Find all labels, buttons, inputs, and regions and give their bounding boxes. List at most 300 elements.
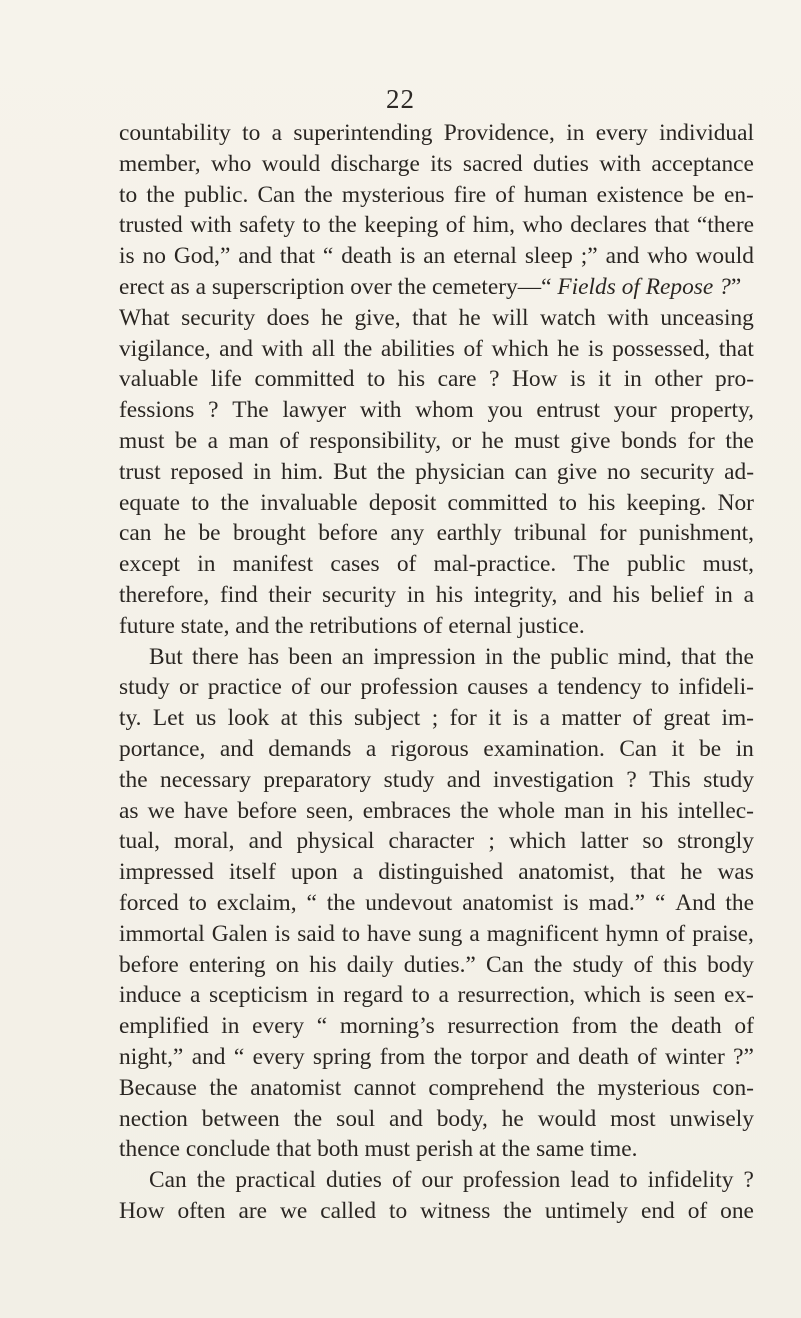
word: who	[211, 150, 252, 177]
word: his	[640, 797, 669, 824]
text-line	[119, 642, 754, 673]
text-line	[119, 426, 754, 457]
word: and	[605, 243, 640, 270]
text-line	[119, 488, 754, 519]
word: as	[119, 797, 139, 824]
word: the	[209, 1074, 238, 1101]
word: induce	[119, 982, 182, 1009]
word: integrity,	[473, 581, 558, 608]
word: body	[707, 951, 754, 978]
word: body,	[436, 1105, 488, 1132]
word: to	[367, 366, 386, 393]
word: deposit	[368, 489, 437, 516]
word: would	[261, 150, 321, 177]
text-line	[119, 703, 754, 734]
word: of	[423, 612, 449, 639]
word: Can	[257, 181, 296, 208]
word: valuable	[119, 366, 199, 393]
word: to	[411, 982, 430, 1009]
word: security	[181, 304, 256, 331]
word: nection	[119, 1105, 188, 1132]
word: punishment,	[638, 520, 754, 547]
text-line	[119, 180, 754, 211]
text-line	[119, 364, 754, 395]
word: the	[725, 643, 754, 670]
word: would	[537, 1105, 597, 1132]
word: mad.”	[588, 889, 646, 916]
text-line	[119, 1134, 754, 1165]
word: give,	[354, 304, 401, 331]
word: called	[320, 1197, 377, 1224]
word: sleep	[524, 243, 573, 270]
text-line	[119, 580, 754, 611]
word: his	[397, 366, 426, 393]
word: the	[503, 1197, 532, 1224]
word: distinguished	[378, 859, 504, 886]
word: in	[316, 982, 335, 1009]
text-line	[119, 334, 754, 365]
word: it	[488, 705, 502, 732]
word: profession	[360, 674, 458, 701]
word: The	[573, 551, 610, 578]
word: who	[522, 212, 563, 239]
text-line	[119, 796, 754, 827]
word: and	[191, 1043, 226, 1070]
word: to	[302, 212, 321, 239]
word: a	[190, 982, 201, 1009]
text-line	[119, 980, 754, 1011]
word: give	[570, 427, 611, 454]
word: have	[184, 797, 229, 824]
text-line	[119, 919, 754, 950]
word: responsibility,	[309, 427, 442, 454]
word: the	[725, 427, 754, 454]
word: rigorous	[390, 735, 469, 762]
word: his	[309, 951, 337, 978]
word: How	[512, 366, 558, 393]
word: “	[654, 889, 666, 916]
word: must	[514, 427, 560, 454]
word: and	[238, 243, 273, 270]
word: every	[595, 120, 648, 146]
word: a	[743, 581, 754, 608]
word: a	[438, 982, 449, 1009]
word: is	[563, 889, 579, 916]
word: be	[692, 181, 715, 208]
word: ad-	[724, 458, 754, 485]
word: have	[367, 920, 412, 947]
word: practical	[235, 1167, 316, 1194]
text-line	[119, 857, 754, 888]
word: causes	[467, 674, 529, 701]
word: of	[734, 1013, 754, 1040]
word: unwisely	[669, 1105, 754, 1132]
word: of	[665, 920, 686, 947]
word: be	[699, 735, 722, 762]
word: from	[571, 1013, 618, 1040]
word: daily	[346, 951, 394, 978]
text-line	[119, 149, 754, 180]
word: subject	[354, 705, 421, 732]
word: committed	[447, 489, 548, 516]
word: our	[421, 1167, 453, 1194]
word: Providence,	[443, 120, 555, 146]
word: and	[235, 612, 275, 639]
word: must	[364, 1136, 416, 1163]
word: is	[587, 335, 604, 362]
word: existence	[596, 181, 684, 208]
word: anatomist	[462, 889, 554, 916]
word: the	[343, 335, 373, 362]
word: is	[399, 243, 416, 270]
word: a	[271, 120, 283, 146]
word: the	[501, 1136, 537, 1163]
word: the	[328, 212, 357, 239]
word: witness	[420, 1197, 491, 1224]
word: therefore,	[119, 581, 210, 608]
word: hymn	[605, 920, 659, 947]
word: study	[383, 766, 435, 793]
word: impression	[373, 643, 476, 670]
word: “	[322, 243, 334, 270]
word: man	[564, 797, 605, 824]
word: examination.	[483, 735, 605, 762]
text-line	[119, 1011, 754, 1042]
word: latter	[580, 828, 629, 855]
word: embraces	[362, 797, 452, 824]
word: future	[119, 612, 181, 639]
word: moral,	[174, 828, 235, 855]
text-line	[119, 272, 754, 303]
text-line	[119, 241, 754, 272]
word: with	[261, 335, 304, 362]
text-line	[119, 950, 754, 981]
word: tribunal	[514, 520, 587, 547]
word: tual,	[119, 828, 160, 855]
text-line	[119, 395, 754, 426]
word: reposed	[170, 458, 244, 485]
word: state,	[180, 612, 236, 639]
word: care	[437, 366, 477, 393]
word: of	[637, 1043, 657, 1070]
word: impressed	[119, 859, 214, 886]
word: is	[274, 920, 291, 947]
word: us	[195, 705, 217, 732]
word: Nor	[717, 489, 754, 516]
word: ?	[626, 766, 637, 793]
word: and	[219, 735, 254, 762]
word: forced	[119, 889, 179, 916]
word: to	[191, 489, 210, 516]
text-line	[119, 457, 754, 488]
word: in	[484, 643, 504, 670]
word: ;	[431, 705, 439, 732]
word: possessed,	[612, 335, 711, 362]
word: keeping	[364, 212, 439, 239]
word: to	[119, 181, 138, 208]
word: does	[266, 304, 310, 331]
word: are	[238, 1197, 268, 1224]
word: trust	[119, 458, 161, 485]
word: bonds	[621, 427, 677, 454]
word: profession	[462, 1167, 561, 1194]
word: But	[333, 458, 367, 485]
word: the	[196, 1167, 226, 1194]
word: of	[279, 427, 299, 454]
word: is	[512, 705, 529, 732]
word: conclude	[185, 1136, 277, 1163]
word: he	[163, 520, 186, 547]
word: of	[291, 674, 311, 701]
word: eternal	[448, 612, 518, 639]
word: study	[703, 766, 754, 793]
word: to	[651, 674, 670, 701]
word: that	[276, 1136, 318, 1163]
word: study	[119, 674, 170, 701]
word: The	[232, 397, 269, 424]
word: in	[406, 581, 426, 608]
word: must	[119, 427, 165, 454]
word: the	[146, 181, 175, 208]
word: he	[481, 427, 504, 454]
word: for	[687, 427, 715, 454]
word: the	[460, 797, 489, 824]
word: seen	[673, 982, 716, 1009]
word: you	[487, 397, 523, 424]
word: before	[237, 797, 298, 824]
word: that	[718, 335, 754, 362]
word: cases	[330, 551, 380, 578]
word: “	[316, 1013, 328, 1040]
word: would	[695, 243, 754, 270]
word: said	[297, 920, 335, 947]
word: cannot	[353, 1074, 416, 1101]
word: the	[433, 1043, 463, 1070]
word: Because	[119, 1074, 197, 1101]
text-line	[119, 549, 754, 580]
word: comprehend	[428, 1074, 544, 1101]
word: or	[179, 674, 199, 701]
word: this	[663, 951, 697, 978]
word: to	[389, 1197, 408, 1224]
word: human	[523, 181, 588, 208]
word: vigilance,	[119, 335, 211, 362]
word: an	[423, 243, 446, 270]
word: the	[304, 181, 333, 208]
word: anatomist,	[518, 859, 615, 886]
word: death	[578, 1043, 629, 1070]
word: ;	[488, 828, 495, 855]
word: brought	[232, 520, 306, 547]
word: Can	[149, 1167, 187, 1194]
word: is	[570, 366, 586, 393]
word: physician	[415, 458, 505, 485]
word: soul	[336, 1105, 376, 1132]
word: invaluable	[260, 489, 358, 516]
word: no	[607, 458, 631, 485]
word: exclaim,	[216, 889, 297, 916]
word: a	[365, 735, 377, 762]
word: But	[149, 643, 183, 670]
word: both	[317, 1136, 365, 1163]
word: on	[275, 951, 300, 978]
word: im-	[721, 705, 754, 732]
word: infidelity	[647, 1167, 734, 1194]
word: at	[280, 705, 298, 732]
word: great	[663, 705, 711, 732]
word: which	[583, 982, 641, 1009]
word: declares	[570, 212, 647, 239]
word: undevout	[365, 889, 453, 916]
word: life	[210, 366, 242, 393]
word: morning’s	[339, 1013, 435, 1040]
word: a	[469, 920, 480, 947]
word: the	[533, 951, 563, 978]
word: en-	[723, 181, 754, 208]
word: any	[390, 520, 425, 547]
text-line	[119, 826, 754, 857]
word: resurrection	[447, 1013, 560, 1040]
word: death	[341, 243, 392, 270]
word: lead	[570, 1167, 610, 1194]
word: committed	[254, 366, 355, 393]
word: perish	[415, 1136, 479, 1163]
word: and	[219, 335, 253, 362]
word: and	[536, 1043, 570, 1070]
word: death	[671, 1013, 722, 1040]
word: he	[557, 335, 580, 362]
word: in	[253, 458, 272, 485]
word: end	[640, 1197, 675, 1224]
word: superintending	[293, 120, 433, 146]
word: so	[642, 828, 664, 855]
word: and	[389, 1105, 423, 1132]
word: in	[623, 366, 642, 393]
word: a	[207, 427, 219, 454]
word: it	[598, 366, 612, 393]
word: often	[177, 1197, 226, 1224]
word: watch	[539, 304, 596, 331]
word: of	[687, 1197, 708, 1224]
word: he	[680, 859, 703, 886]
word: torpor	[470, 1043, 528, 1070]
word: for	[449, 705, 477, 732]
word: regard	[343, 982, 403, 1009]
word: sung	[418, 920, 463, 947]
word: abilities	[380, 335, 455, 362]
word: trusted	[119, 212, 183, 239]
word: find	[220, 581, 258, 608]
word: with	[599, 150, 641, 177]
word: at	[478, 1136, 502, 1163]
text-line	[119, 888, 754, 919]
word: whom	[415, 397, 474, 424]
word: public.	[184, 181, 249, 208]
word: ;”	[580, 243, 598, 270]
word: of	[632, 705, 652, 732]
word: the	[556, 1074, 585, 1101]
text-line	[119, 1073, 754, 1104]
word: that	[279, 243, 315, 270]
text-line	[119, 118, 754, 149]
word: was	[717, 859, 754, 886]
word: every	[252, 1013, 305, 1040]
word: God,”	[173, 243, 231, 270]
word: demands	[268, 735, 352, 762]
word: And	[675, 889, 716, 916]
word: study	[572, 951, 624, 978]
word: there	[192, 643, 239, 670]
word: physical	[296, 828, 375, 855]
text-line	[119, 765, 754, 796]
word: whole	[497, 797, 556, 824]
italic-text-segment: Fields of Repose ?	[557, 273, 731, 300]
word: tendency	[557, 674, 642, 701]
word: one	[720, 1197, 754, 1224]
word: the	[629, 1013, 659, 1040]
word: spring	[312, 1043, 372, 1070]
word: he	[501, 1105, 524, 1132]
word: untimely	[544, 1197, 628, 1224]
word: him,	[472, 212, 515, 239]
word: to	[341, 920, 361, 947]
word: man	[228, 427, 269, 454]
word: ex-	[723, 982, 754, 1009]
word: which	[491, 335, 549, 362]
word: in	[566, 120, 585, 146]
word: it	[671, 735, 685, 762]
word: for	[599, 520, 627, 547]
page-number: 22	[386, 84, 415, 114]
text-segment: erect as a superscription over the cemetery—“	[119, 273, 558, 300]
word: his	[588, 489, 616, 516]
word: portance,	[119, 735, 206, 762]
word: emplified	[119, 1013, 209, 1040]
word: we	[147, 797, 175, 824]
word: necessary	[160, 766, 251, 793]
word: This	[649, 766, 691, 793]
word: public	[550, 643, 609, 670]
word: Galen	[211, 920, 268, 947]
word: praise,	[692, 920, 754, 947]
word: mal-practice.	[433, 551, 557, 578]
word: con-	[712, 1074, 754, 1101]
word: preparatory	[263, 766, 372, 793]
word: practice	[207, 674, 282, 701]
word: of	[633, 951, 653, 978]
word: unceasing	[660, 304, 754, 331]
word: “there	[696, 212, 754, 239]
word: eternal	[453, 243, 517, 270]
text-line	[119, 303, 754, 334]
word: magnificent	[486, 920, 599, 947]
word: anatomist	[250, 1074, 342, 1101]
word: the	[220, 489, 250, 516]
word: entrust	[536, 397, 600, 424]
text-line	[119, 210, 754, 241]
word: matter	[561, 705, 622, 732]
word: must,	[702, 551, 754, 578]
word: acceptance	[651, 150, 754, 177]
word: this	[308, 705, 343, 732]
word: has	[247, 643, 280, 670]
word: most	[610, 1105, 656, 1132]
word: in	[197, 551, 216, 578]
word: duties	[533, 150, 589, 177]
word: manifest	[232, 551, 314, 578]
word: its	[430, 150, 453, 177]
word: winter	[665, 1043, 725, 1070]
